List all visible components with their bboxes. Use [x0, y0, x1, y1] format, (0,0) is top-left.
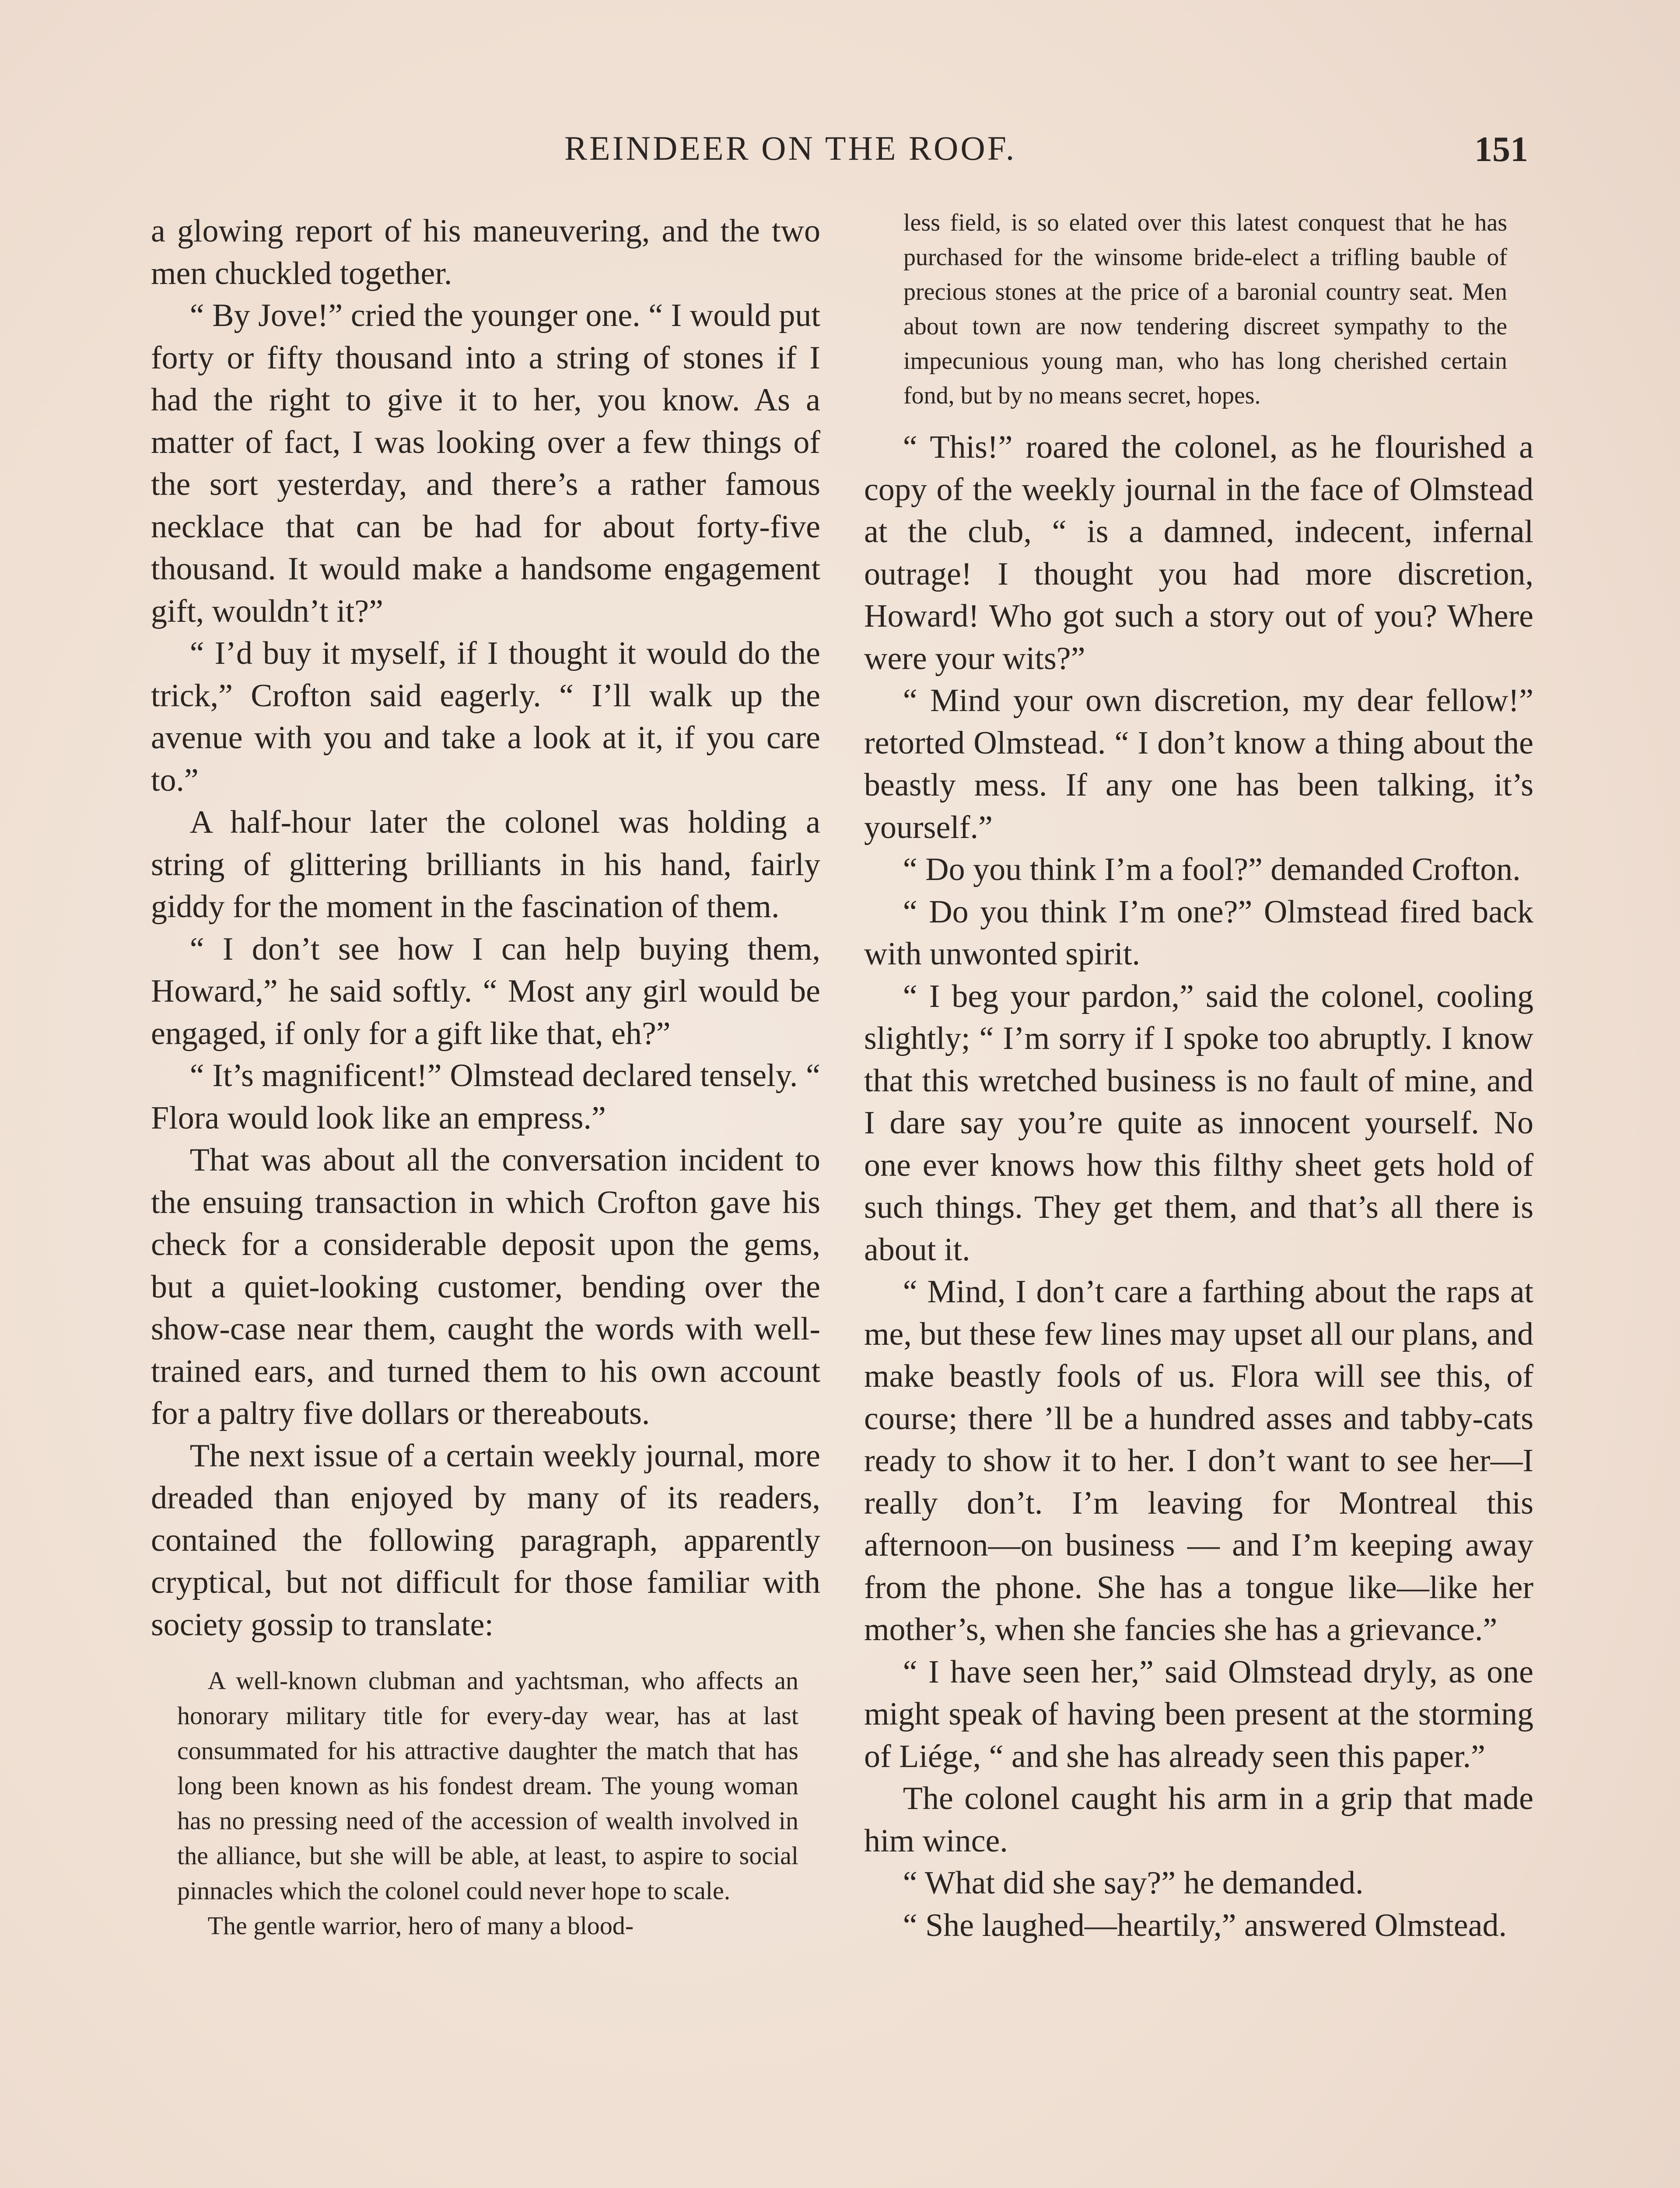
paragraph: The colonel caught his arm in a grip that made him wince.	[864, 1781, 1533, 1859]
paragraph: “ By Jove!” cried the younger one. “ I would put forty or fifty thousand into a string of stones if I had the right to give it to her, you know. As a matter of fact, I was looking over a few things of the sort yesterday, and there’s a rather famous necklace that can be had for about forty-five thousand. It would make a handsome engagement gift, wouldn’t it?”	[151, 298, 820, 629]
paragraph: “ I don’t see how I can help buying them, Howard,” he said softly. “ Most any girl would be engaged, if only for a gift like that, eh?”	[151, 931, 820, 1052]
paragraph: “ Do you think I’m a fool?” demanded Crofton.	[903, 852, 1521, 887]
excerpt-paragraph: A well-known clubman and yachtsman, who affects an honorary military title for every-day wear, has at last consummated for his attractive daughter the match that has long been known as his fondest dream. The young woman has no pressing need of the accession of wealth involved in the alliance, but she will be able, at least, to aspire to social pinnacles which the colonel could never hope to scale.	[177, 1666, 798, 1905]
paragraph: “ It’s magnificent!” Olmstead declared tensely. “ Flora would look like an empress.”	[151, 1058, 820, 1136]
running-head: REINDEER ON THE ROOF.	[564, 129, 1017, 167]
left-column	[151, 210, 820, 1943]
paragraph: “ She laughed—heartily,” answered Olmstead.	[903, 1907, 1507, 1943]
quoted-excerpt	[177, 1663, 798, 1943]
paragraph: “ Do you think I’m one?” Olmstead fired back with unwonted spirit.	[864, 894, 1533, 972]
paragraph: That was about all the conversation incident to the ensuing transaction in which Crofton gave his check for a considerable deposit upon the gems, but a quiet-looking customer, bending over the show-case near them, caught the words with well-trained ears, and turned them to his own account for a paltry five dollars or thereabouts.	[151, 1142, 820, 1431]
quoted-excerpt-continued	[903, 206, 1507, 413]
paragraph: “ What did she say?” he demanded.	[903, 1865, 1364, 1901]
paragraph: “ I’d buy it myself, if I thought it would do the trick,” Crofton said eagerly. “ I’ll walk up the avenue with you and take a look at it, if you care to.”	[151, 635, 820, 798]
excerpt-paragraph: less field, is so elated over this latest conquest that he has purchased for the winsome bride-elect a trifling bauble of precious stones at the price of a baronial country seat. Men about town are now tendering discreet sympathy to the impecunious young man, who has long cherished certain fond, but by no means secret, hopes.	[903, 209, 1507, 409]
right-column	[864, 206, 1533, 1946]
paragraph: “ This!” roared the colonel, as he flourished a copy of the weekly journal in the face of Olmstead at the club, “ is a damned, indecent, infernal outrage! I thought you had more discretion, Howard! Who got such a story out of you? Where were your wits?”	[864, 429, 1533, 677]
paragraph: “ I have seen her,” said Olmstead dryly, as one might speak of having been present at the storming of Liége, “ and she has already seen this paper.”	[864, 1654, 1533, 1774]
paragraph: a glowing report of his maneuvering, and the two men chuckled together.	[151, 213, 820, 291]
excerpt-paragraph: The gentle warrior, hero of many a blood-	[207, 1911, 634, 1940]
page-number: 151	[1474, 129, 1528, 169]
paragraph: “ Mind, I don’t care a farthing about the raps at me, but these few lines may upset all our plans, and make beastly fools of us. Flora will see this, of course; there ’ll be a hundred asses and tabby-cats ready to show it to her. I don’t want to see her—I really don’t. I’m leaving for Montreal this afternoon—on business — and I’m keeping away from the phone. She has a tongue like—like her mother’s, when she fancies she has a grievance.”	[864, 1274, 1533, 1648]
paragraph: A half-hour later the colonel was holding a string of glittering brilliants in his hand, fairly giddy for the moment in the fascination of them.	[151, 804, 820, 925]
paragraph: “ Mind your own discretion, my dear fellow!” retorted Olmstead. “ I don’t know a thing about the beastly mess. If any one has been talking, it’s yourself.”	[864, 683, 1533, 845]
paragraph: “ I beg your pardon,” said the colonel, cooling slightly; “ I’m sorry if I spoke too abruptly. I know that this wretched business is no fault of mine, and I dare say you’re quite as innocent yourself. No one ever knows how this filthy sheet gets hold of such things. They get them, and that’s all there is about it.	[864, 978, 1533, 1268]
paragraph: The next issue of a certain weekly journal, more dreaded than enjoyed by many of its readers, contained the following paragraph, apparently cryptical, but not difficult for those familiar with society gossip to translate:	[151, 1438, 820, 1643]
